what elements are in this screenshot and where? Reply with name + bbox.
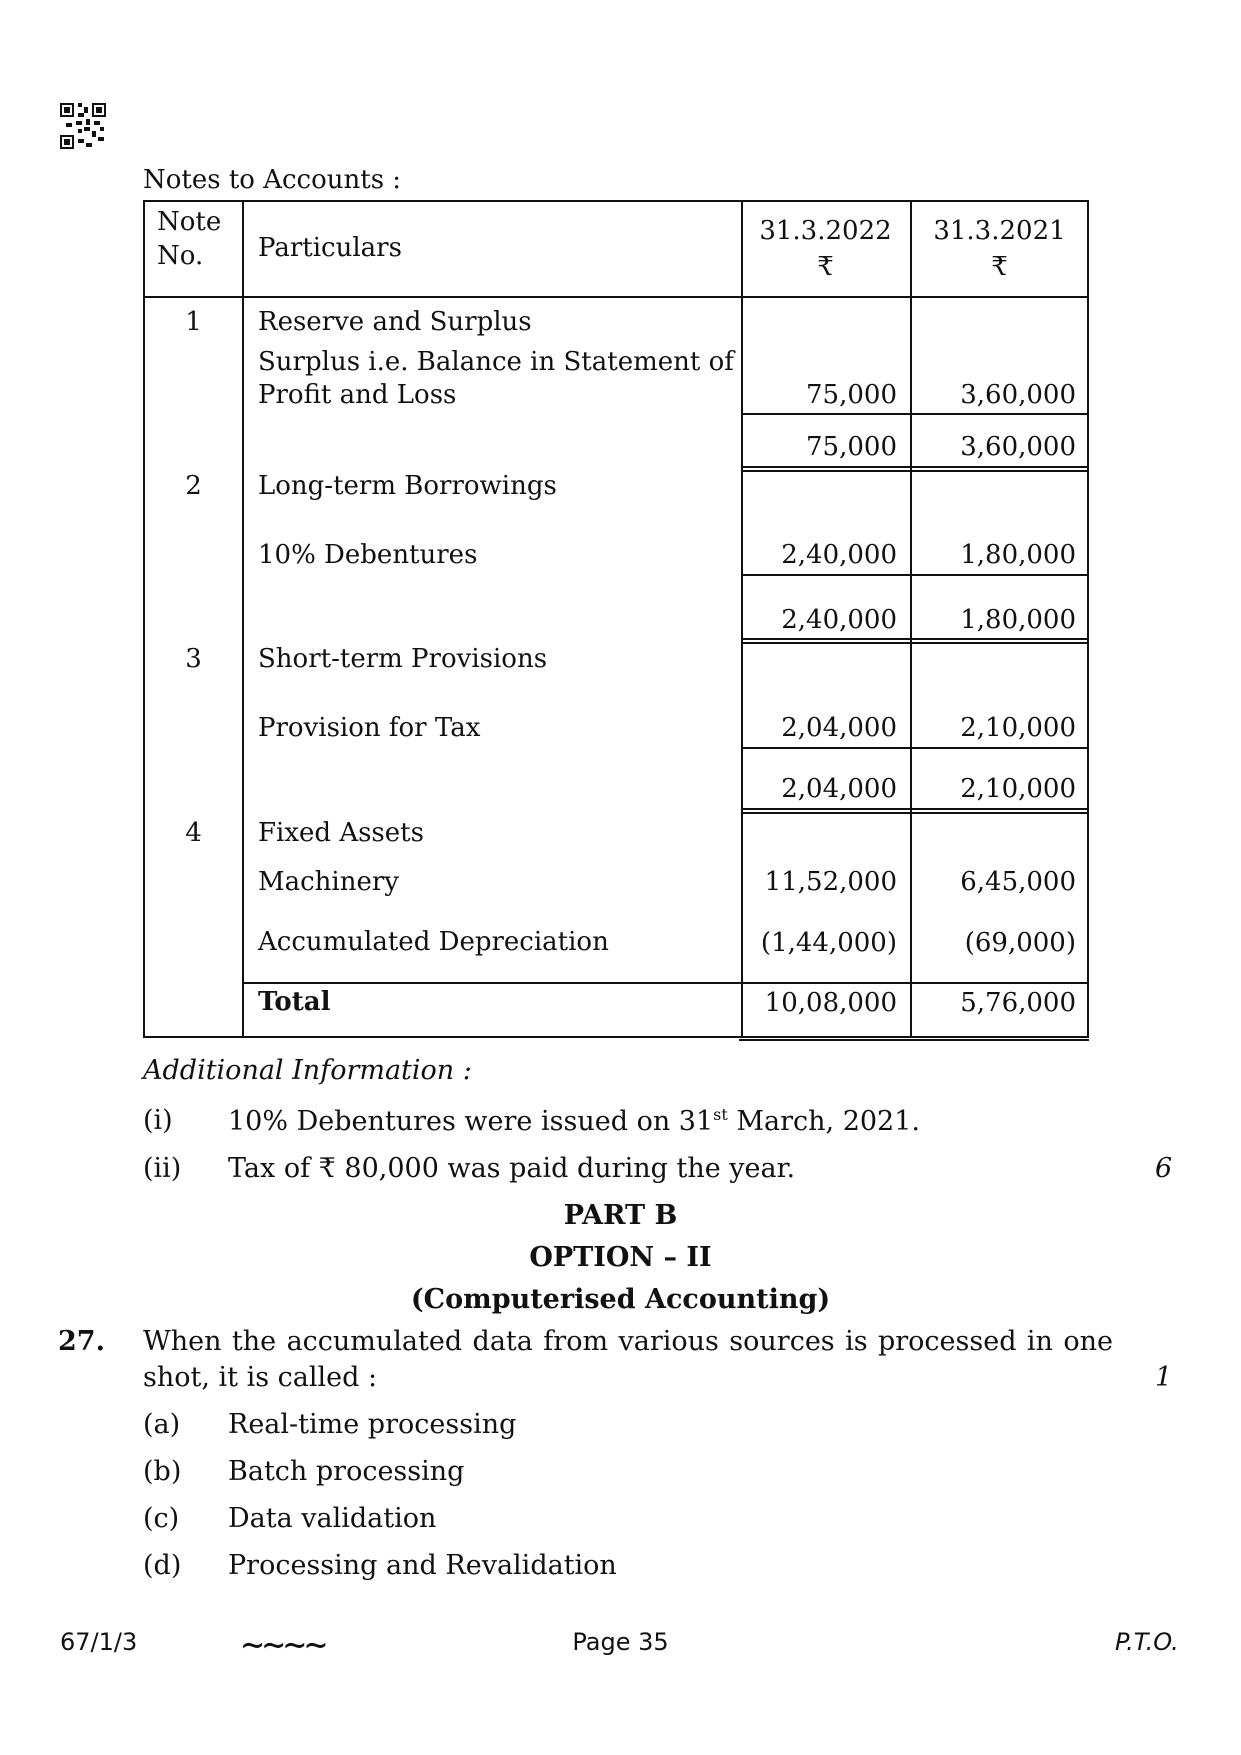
squiggle-decoration: ∼∼∼∼ xyxy=(240,1628,325,1663)
row-divider xyxy=(741,812,1087,814)
amount-2022: 2,04,000 xyxy=(781,713,897,743)
header-no: No. xyxy=(157,241,204,271)
header-2021: 31.3.2021 xyxy=(933,216,1066,246)
question-line: When the accumulated data from various sources is processed in one xyxy=(143,1326,1113,1357)
amount-2022: (1,44,000) xyxy=(760,928,897,958)
note-number: 4 xyxy=(185,818,202,848)
item-label: (i) xyxy=(143,1105,173,1136)
note-number: 2 xyxy=(185,471,202,501)
note-item: Machinery xyxy=(258,867,399,897)
note-number: 3 xyxy=(185,644,202,674)
pto-label: P.T.O. xyxy=(1115,1628,1179,1656)
amount-2021: (69,000) xyxy=(964,928,1076,958)
subtotal-2021: 3,60,000 xyxy=(960,432,1076,462)
note-title: Reserve and Surplus xyxy=(258,307,532,337)
item-label: (ii) xyxy=(143,1153,182,1184)
total-label: Total xyxy=(258,987,331,1017)
row-divider xyxy=(741,808,1087,810)
note-title: Long-term Borrowings xyxy=(258,471,557,501)
amount-2021: 6,45,000 xyxy=(960,867,1076,897)
option-label: (c) xyxy=(143,1503,180,1534)
rupee-symbol: ₹ xyxy=(817,252,834,282)
question-line: shot, it is called : xyxy=(143,1362,378,1393)
row-divider xyxy=(741,747,1087,749)
page-number: Page 35 xyxy=(572,1628,669,1656)
option-label: (d) xyxy=(143,1550,182,1581)
additional-info-title: Additional Information : xyxy=(143,1055,472,1086)
additional-item-i xyxy=(228,1105,920,1137)
option-a[interactable]: Real-time processing xyxy=(228,1409,517,1440)
qr-code-icon xyxy=(60,103,106,149)
rupee-symbol: ₹ xyxy=(991,252,1008,282)
amount-2021: 2,10,000 xyxy=(960,713,1076,743)
option-d[interactable]: Processing and Revalidation xyxy=(228,1550,617,1581)
part-subtitle: (Computerised Accounting) xyxy=(410,1284,831,1315)
header-divider xyxy=(145,296,1087,298)
double-underline xyxy=(739,1039,1089,1041)
header-2022: 31.3.2022 xyxy=(759,216,892,246)
amount-2022: 75,000 xyxy=(806,380,897,410)
note-item: 10% Debentures xyxy=(258,540,478,570)
total-2022: 10,08,000 xyxy=(764,988,897,1018)
col-divider xyxy=(242,202,244,1036)
header-particulars: Particulars xyxy=(258,233,402,263)
option-title: OPTION – II xyxy=(529,1242,712,1273)
amount-2021: 3,60,000 xyxy=(960,380,1076,410)
superscript: st xyxy=(713,1105,728,1124)
marks: 6 xyxy=(1155,1153,1173,1184)
amount-2022: 11,52,000 xyxy=(764,867,897,897)
amount-2022: 2,40,000 xyxy=(781,540,897,570)
row-divider xyxy=(741,642,1087,644)
header-note: Note xyxy=(157,207,222,237)
option-b[interactable]: Batch processing xyxy=(228,1456,465,1487)
subtotal-2022: 2,40,000 xyxy=(781,605,897,635)
item-text: 10% Debentures were issued on 31 xyxy=(228,1106,714,1137)
paper-code: 67/1/3 xyxy=(60,1628,138,1656)
part-title: PART B xyxy=(563,1200,678,1231)
option-c[interactable]: Data validation xyxy=(228,1503,437,1534)
total-2021: 5,76,000 xyxy=(960,988,1076,1018)
row-divider xyxy=(741,638,1087,640)
notes-table xyxy=(143,200,1089,1038)
subtotal-2022: 75,000 xyxy=(806,432,897,462)
marks: 1 xyxy=(1155,1362,1173,1393)
question-number: 27. xyxy=(58,1326,105,1357)
row-divider xyxy=(741,574,1087,576)
row-divider xyxy=(741,466,1087,468)
notes-title: Notes to Accounts : xyxy=(143,165,402,195)
row-divider xyxy=(741,413,1087,415)
option-label: (a) xyxy=(143,1409,181,1440)
subtotal-2021: 1,80,000 xyxy=(960,605,1076,635)
subtotal-2021: 2,10,000 xyxy=(960,774,1076,804)
additional-item-ii: Tax of ₹ 80,000 was paid during the year. xyxy=(228,1153,796,1184)
amount-2021: 1,80,000 xyxy=(960,540,1076,570)
note-item: Profit and Loss xyxy=(258,380,457,410)
item-text: March, 2021. xyxy=(727,1106,921,1137)
note-item: Surplus i.e. Balance in Statement of xyxy=(258,347,734,377)
option-label: (b) xyxy=(143,1456,182,1487)
row-divider xyxy=(242,982,1087,984)
row-divider xyxy=(741,470,1087,472)
note-number: 1 xyxy=(185,307,202,337)
subtotal-2022: 2,04,000 xyxy=(781,774,897,804)
note-title: Fixed Assets xyxy=(258,818,424,848)
note-item: Accumulated Depreciation xyxy=(258,927,609,957)
note-item: Provision for Tax xyxy=(258,713,481,743)
note-title: Short-term Provisions xyxy=(258,644,548,674)
